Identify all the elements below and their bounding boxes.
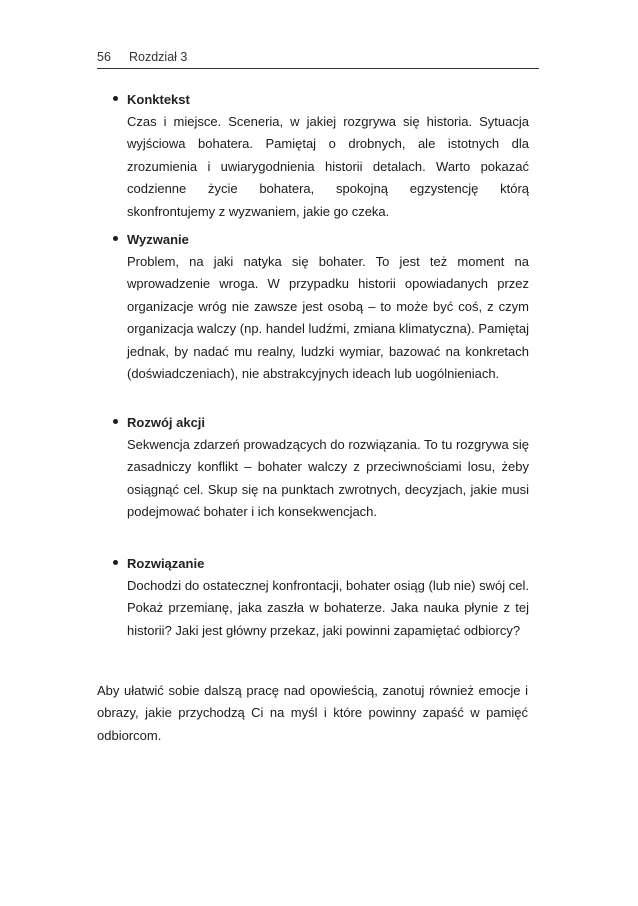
section-heading: Rozwiązanie: [127, 556, 205, 571]
bullet-icon: [113, 96, 118, 101]
section-kontekst: [127, 89, 529, 223]
section-heading: Rozwój akcji: [127, 415, 206, 430]
page-header: [97, 50, 539, 64]
chapter-title: Rozdział 3: [129, 50, 188, 64]
section-text: Sekwencja zdarzeń prowadzących do rozwiązania. To tu rozgrywa się zasadniczy konflikt – bohater walczy z przeciwnościami losu, żeby osiągnąć cel. Skup się na punktach zwrotnych, decyzjach, jakie musi podejmować bohater i ich konsekwencjach.: [127, 437, 529, 520]
section-text: Dochodzi do ostatecznej konfrontacji, bohater osiąg (lub nie) swój cel. Pokaż przemianę, jaka zaszła w bohaterze. Jaka nauka płynie z tej historii? Jaki jest główny przekaz, jaki powinni zapamiętać odbiorcy?: [127, 578, 529, 638]
section-heading: Wyzwanie: [127, 232, 189, 247]
page-number: 56: [97, 50, 111, 64]
bullet-icon: [113, 560, 118, 565]
section-text: Problem, na jaki natyka się bohater. To jest też moment na wprowadzenie wroga. W przypadku historii opowiadanych przez organizacje wróg nie zawsze jest osobą – to może być coś, z czym organizacja walczy (np. handel ludźmi, zmiana klimatyczna). Pamiętaj jednak, by nadać mu realny, ludzki wymiar, bazować na konkretach (doświadczeniach), nie abstrakcyjnych ideach lub uogólnieniach.: [127, 254, 529, 382]
closing-paragraph: Aby ułatwić sobie dalszą pracę nad opowieścią, zanotuj również emocje i obrazy, jakie przychodzą Ci na myśl i które powinny zapaść w pamięć odbiorcom.: [97, 683, 528, 743]
bullet-icon: [113, 236, 118, 241]
section-wyzwanie: [127, 229, 529, 385]
header-rule: [97, 68, 539, 69]
section-text: Czas i miejsce. Sceneria, w jakiej rozgrywa się historia. Sytuacja wyjściowa bohatera. Pamiętaj o drobnych, ale istotnych dla zrozumienia i uwiarygodnienia historii detalach. Warto pokazać codzienne życie bohatera, spokojną egzystencję którą skonfrontujemy z wyzwaniem, jakie go czeka.: [127, 114, 529, 219]
bullet-icon: [113, 419, 118, 424]
section-heading: Konktekst: [127, 92, 190, 107]
section-rozwiazanie: [127, 553, 529, 642]
section-rozwoj-akcji: [127, 412, 529, 524]
